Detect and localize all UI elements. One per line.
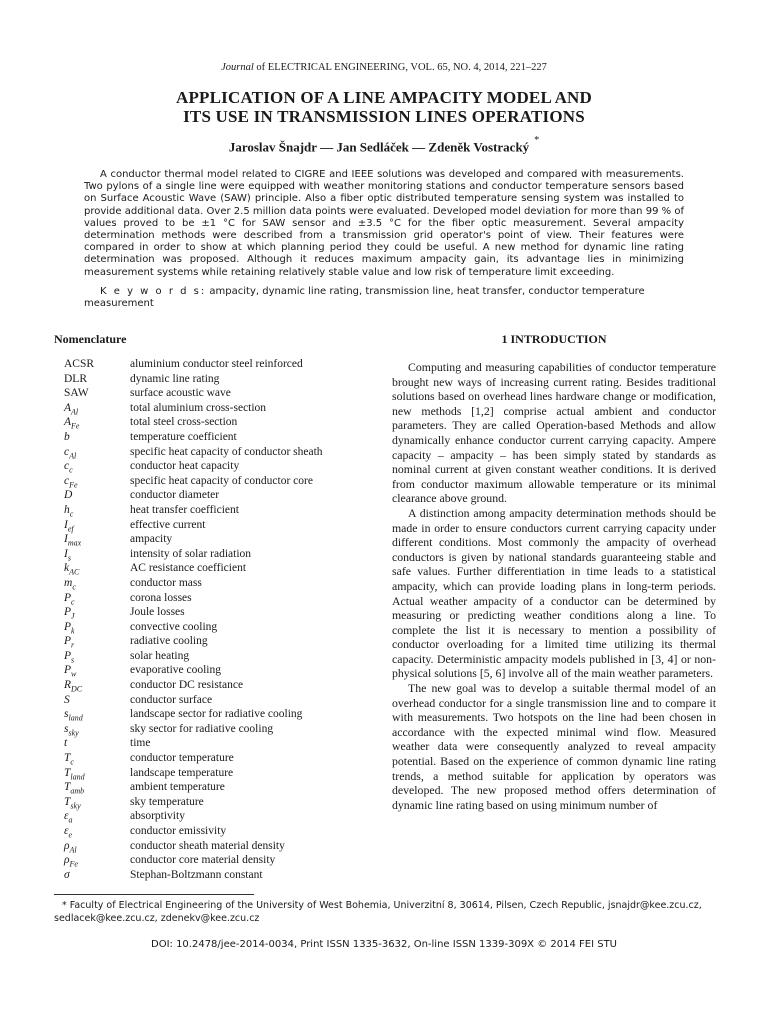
paper-title-line-1: APPLICATION OF A LINE AMPACITY MODEL AND	[175, 88, 593, 107]
nomenclature-definition: corona losses	[130, 591, 192, 604]
nomenclature-item	[64, 634, 374, 649]
keywords-label: K e y w o r d s:	[100, 286, 207, 297]
nomenclature-definition: dynamic line rating	[130, 372, 220, 385]
nomenclature-definition: conductor emissivity	[130, 825, 227, 837]
nomenclature-item	[64, 547, 374, 562]
nomenclature-definition: convective cooling	[130, 620, 218, 633]
nomenclature-item	[64, 561, 374, 576]
nomenclature-symbol: $\varepsilon_a$	[64, 810, 73, 825]
nomenclature-definition: sky temperature	[130, 795, 204, 808]
nomenclature-definition: Stephan-Boltzmann constant	[130, 868, 263, 881]
nomenclature-definition: landscape temperature	[130, 766, 234, 779]
nomenclature-definition: Joule losses	[130, 606, 185, 619]
nomenclature-symbol: t	[64, 737, 68, 750]
nomenclature-symbol: $s_{sky}$	[64, 722, 79, 738]
nomenclature-symbol: $k_{AC}$	[64, 562, 80, 577]
keywords-text: ampacity, dynamic line rating, transmission line, heat transfer, conductor temperature measurement	[84, 286, 645, 309]
nomenclature-item	[64, 372, 374, 387]
nomenclature-definition: specific heat capacity of conductor core	[130, 474, 313, 487]
nomenclature-item	[64, 736, 374, 751]
nomenclature-item	[64, 620, 374, 635]
nomenclature-definition: conductor diameter	[130, 489, 220, 502]
nomenclature-definition: AC resistance coefficient	[130, 562, 247, 575]
introduction-paragraph: The new goal was to develop a suitable thermal model of an overhead conductor for a single transmission line and to compare it with measurements. Two hotspots on the line had been chosen in accordance with the expected minimal wind flow. Measured weather data were consequently analyzed to reveal ampacity potential. Based on the experience of common dynamic line rating trends, a method suitable for application by operators was developed. The new proposed method offers determination of dynamic line rating based on using minimum number of	[392, 681, 716, 812]
nomenclature-definition: aluminium conductor steel reinforced	[130, 358, 303, 370]
nomenclature-symbol: D	[64, 489, 73, 502]
nomenclature-symbol: $\varepsilon_e$	[64, 825, 73, 840]
nomenclature-item	[64, 824, 374, 839]
nomenclature-item	[64, 678, 374, 693]
author-affiliation-mark: *	[534, 135, 540, 146]
nomenclature-item	[64, 751, 374, 766]
nomenclature-list	[64, 357, 374, 882]
nomenclature-item	[64, 766, 374, 781]
author-list	[0, 135, 768, 155]
nomenclature-symbol: S	[64, 693, 70, 706]
nomenclature-definition: ampacity	[130, 533, 173, 546]
nomenclature-item	[64, 795, 374, 810]
nomenclature-definition: time	[130, 737, 151, 750]
nomenclature-symbol: $c_{Fe}$	[64, 474, 78, 490]
nomenclature-item	[64, 868, 374, 883]
nomenclature-item	[64, 532, 374, 547]
nomenclature-definition: surface acoustic wave	[130, 387, 231, 400]
nomenclature-symbol: $T_{amb}$	[64, 781, 85, 796]
nomenclature-item	[64, 445, 374, 460]
paper-title	[60, 88, 708, 126]
author-names: Jaroslav Šnajdr — Jan Sedláček — Zdeněk Vostracký	[228, 139, 530, 155]
nomenclature-item	[64, 430, 374, 445]
nomenclature-symbol: $c_{Al}$	[64, 445, 77, 460]
affiliation-footnote: * Faculty of Electrical Engineering of the University of West Bohemia, Univerzitní 8, 30614, Pilsen, Czech Republic, jsnajdr@kee.zcu.cz, sedlacek@kee.zcu.cz, zdenekv@kee.zcu.cz	[54, 900, 702, 924]
nomenclature-symbol: $\rho_{Fe}$	[64, 854, 78, 869]
nomenclature-symbol: $P_r$	[64, 635, 75, 650]
nomenclature-symbol: $P_c$	[64, 591, 75, 606]
nomenclature-definition: conductor core material density	[130, 854, 276, 867]
nomenclature-symbol: $P_J$	[64, 606, 75, 621]
nomenclature-symbol: $c_c$	[64, 460, 73, 475]
nomenclature-definition: conductor mass	[130, 576, 202, 589]
nomenclature-definition: total steel cross-section	[130, 416, 238, 429]
nomenclature-definition: heat transfer coefficient	[130, 503, 239, 516]
introduction-paragraph: A distinction among ampacity determination methods should be made in order to ensure conductors current carrying capacity under different conditions. Most commonly the ampacity of overhead conductors is given by national standards guaranteeing stable and safe values. Further differentiation in time leads to a statistical ampacity, which can provide loading plans in long-term periods. Actual weather ampacity of a conductor can be determined by measuring or predicting weather conditions along a line. To complete the list it is necessary to mention a possibility of conductor overloading for a limited time utilizing its thermal capacity. Deterministic ampacity models published in [3, 4] or non-physical solutions [5, 6] involve all of the main weather parameters.	[392, 505, 716, 681]
nomenclature-definition: temperature coefficient	[130, 430, 237, 443]
nomenclature-symbol: $I_{max}$	[64, 533, 82, 548]
nomenclature-symbol: $I_s$	[64, 547, 71, 563]
nomenclature-symbol: $s_{land}$	[64, 708, 83, 723]
nomenclature-definition: solar heating	[130, 649, 190, 662]
nomenclature-symbol: $m_c$	[64, 576, 76, 592]
nomenclature-definition: landscape sector for radiative cooling	[130, 708, 303, 721]
introduction-body	[392, 360, 716, 812]
nomenclature-item	[64, 649, 374, 664]
nomenclature-item	[64, 488, 374, 503]
nomenclature-item	[64, 591, 374, 606]
nomenclature-symbol: $R_{DC}$	[64, 679, 83, 694]
nomenclature-definition: intensity of solar radiation	[130, 547, 252, 560]
journal-header	[0, 62, 768, 73]
nomenclature-item	[64, 518, 374, 533]
nomenclature-item	[64, 839, 374, 854]
nomenclature-definition: conductor heat capacity	[130, 460, 240, 473]
paper-title-line-2: ITS USE IN TRANSMISSION LINES OPERATIONS	[183, 107, 585, 126]
nomenclature-definition: conductor DC resistance	[130, 679, 244, 692]
nomenclature-item	[64, 474, 374, 489]
nomenclature-symbol: DLR	[64, 372, 87, 385]
nomenclature-symbol: $P_w$	[64, 664, 77, 679]
nomenclature-definition: radiative cooling	[130, 635, 208, 648]
nomenclature-item	[64, 722, 374, 737]
nomenclature-symbol: ACSR	[64, 358, 95, 370]
nomenclature-symbol: $T_{sky}$	[64, 795, 81, 811]
nomenclature-symbol: $P_s$	[64, 649, 75, 665]
nomenclature-item	[64, 707, 374, 722]
nomenclature-item	[64, 853, 374, 868]
nomenclature-symbol: $T_c$	[64, 752, 74, 767]
nomenclature-definition: conductor temperature	[130, 752, 234, 765]
footnote-divider	[54, 894, 254, 895]
introduction-paragraph: Computing and measuring capabilities of conductor temperature brought new ways of increasing current rating. Besides traditional solutions based on overhead lines hardware change or modification, new methods [1,2] comprise actual ambient and conductor parameters. They are called Operation-based Methods and allow dynamically enhance conductor current carrying capacity. Ampere capacity – ampacity – has been simply stated by standards as nominal current at given constant weather conditions. It is derived from conductor maximum allowable temperature or its minimal clearance above ground.	[392, 360, 716, 506]
nomenclature-item	[64, 503, 374, 518]
doi-line: DOI: 10.2478/jee-2014-0034, Print ISSN 1335-3632, On-line ISSN 1339-309X © 2014 FEI STU	[151, 939, 617, 950]
nomenclature-item	[64, 401, 374, 416]
nomenclature-item	[64, 663, 374, 678]
nomenclature-symbol: $T_{land}$	[64, 766, 85, 781]
nomenclature-symbol: SAW	[64, 387, 89, 400]
nomenclature-definition: ambient temperature	[130, 781, 225, 794]
keywords	[84, 286, 684, 310]
nomenclature-definition: evaporative cooling	[130, 664, 222, 677]
nomenclature-definition: conductor surface	[130, 693, 213, 706]
nomenclature-definition: sky sector for radiative cooling	[130, 722, 274, 735]
nomenclature-item	[64, 780, 374, 795]
nomenclature-symbol: $\rho_{Al}$	[64, 839, 77, 854]
nomenclature-definition: effective current	[130, 518, 206, 531]
nomenclature-item	[64, 605, 374, 620]
nomenclature-item	[64, 693, 374, 708]
nomenclature-item	[64, 357, 374, 372]
nomenclature-item	[64, 576, 374, 591]
nomenclature-item	[64, 809, 374, 824]
nomenclature-definition: total aluminium cross-section	[130, 401, 267, 414]
nomenclature-item	[64, 459, 374, 474]
introduction-heading: 1 INTRODUCTION	[501, 332, 607, 346]
nomenclature-symbol: $h_c$	[64, 503, 74, 519]
journal-header-prefix: Journal	[221, 62, 254, 73]
nomenclature-definition: absorptivity	[130, 810, 185, 823]
nomenclature-symbol: $A_{Fe}$	[64, 416, 80, 431]
nomenclature-definition: specific heat capacity of conductor sheath	[130, 445, 323, 458]
nomenclature-symbol: b	[64, 430, 70, 443]
nomenclature-symbol: $A_{Al}$	[64, 401, 79, 417]
nomenclature-item	[64, 415, 374, 430]
nomenclature-heading: Nomenclature	[54, 332, 127, 346]
nomenclature-symbol: $I_{ef}$	[64, 518, 74, 533]
journal-header-rest: of ELECTRICAL ENGINEERING, VOL. 65, NO. 4, 2014, 221–227	[253, 62, 547, 73]
nomenclature-symbol: $P_k$	[64, 620, 75, 635]
nomenclature-item	[64, 386, 374, 401]
nomenclature-definition: conductor sheath material density	[130, 839, 285, 852]
abstract: A conductor thermal model related to CIGRE and IEEE solutions was developed and compared with measurements. Two pylons of a single line were equipped with weather monitoring stations and conductor temperature sensors based on Surface Acoustic Wave (SAW) principle. Also a fiber optic distributed temperature sensing system was installed to provide additional data. Over 2.5 million data points were evaluated. Developed model deviation for more than 99 % of values proved to be ±1 °C for SAW sensor and ±3.5 °C for the fiber optic measurement. Several ampacity determination methods were described from a transmission grid operator's point of view. Their features were compared in order to show at which planning period they could be useful. A new method for dynamic line rating determination was proposed. Although it reduces maximum ampacity gain, its advantage lies in minimizing measurement systems while retaining relatively stable value and low risk of temperature limit exceeding.	[84, 169, 684, 278]
nomenclature-symbol: σ	[64, 868, 70, 881]
